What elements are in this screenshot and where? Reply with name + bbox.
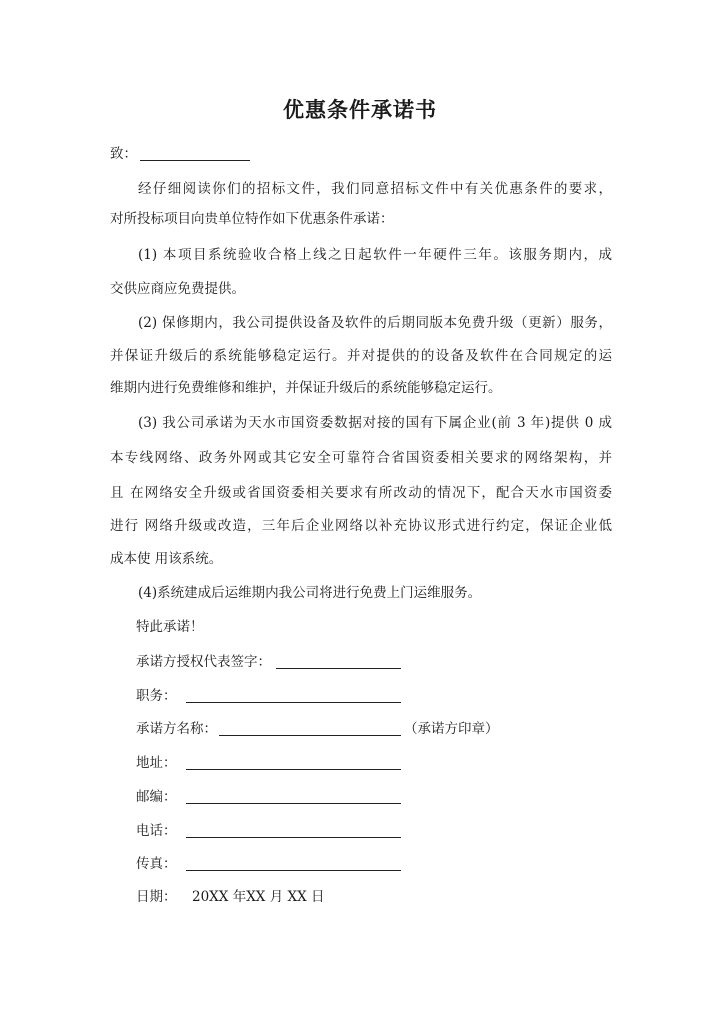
to-underline xyxy=(140,160,250,161)
seal-note: （承诺方印章） xyxy=(404,721,499,737)
page-title: 优惠条件承诺书 xyxy=(283,98,437,122)
item2-line-1: (2) 保修期内，我公司提供设备及软件的后期同版本免费升级（更新）服务， xyxy=(138,315,612,331)
date-label: 日期： xyxy=(136,889,177,905)
position-field xyxy=(186,702,401,703)
date-value: 20XX 年XX 月 XX 日 xyxy=(192,889,325,905)
phone-field xyxy=(186,837,401,838)
item1-line-1: (1) 本项目系统验收合格上线之日起软件一年硬件三年。该服务期内，成 xyxy=(138,247,612,263)
intro-line-1: 经仔细阅读你们的招标文件，我们同意招标文件中有关优惠条件的要求， xyxy=(138,181,612,197)
postcode-label: 邮编： xyxy=(136,789,177,805)
to-label: 致： xyxy=(110,146,137,162)
fax-field xyxy=(186,870,401,871)
item1-line-2: 交供应商应免费提供。 xyxy=(110,281,245,297)
fax-label: 传真： xyxy=(136,856,177,872)
item3-line-2: 本专线网络、政务外网或其它安全可靠符合省国资委相关要求的网络架构，并 xyxy=(110,450,612,466)
intro-line-2: 对所投标项目向贵单位特作如下优惠条件承诺： xyxy=(110,211,394,227)
item4-line: (4)系统建成后运维期内我公司将进行免费上门运维服务。 xyxy=(138,585,482,601)
item3-line-4: 进行 网络升级或改造，三年后企业网络以补充协议形式进行约定，保证企业低 xyxy=(110,518,612,534)
item3-line-1: (3) 我公司承诺为天水市国资委数据对接的国有下属企业(前 3 年)提供 0 成 xyxy=(138,415,612,431)
item3-line-5: 成本使 用该系统。 xyxy=(110,551,223,567)
company-name-label: 承诺方名称： xyxy=(136,721,217,737)
rep-signature-field xyxy=(276,668,401,669)
rep-signature-label: 承诺方授权代表签字： xyxy=(136,654,271,670)
address-label: 地址： xyxy=(136,755,177,771)
item2-line-2: 并保证升级后的系统能够稳定运行。并对提供的的设备及软件在合同规定的运 xyxy=(110,348,612,364)
item3-line-3: 且 在网络安全升级或省国资委相关要求有所改动的情况下，配合天水市国资委 xyxy=(110,485,612,501)
company-name-field xyxy=(219,735,401,736)
address-field xyxy=(186,769,401,770)
item2-line-3: 维期内进行免费维修和维护，并保证升级后的系统能够稳定运行。 xyxy=(110,380,502,396)
phone-label: 电话： xyxy=(136,823,177,839)
position-label: 职务： xyxy=(136,688,177,704)
postcode-field xyxy=(186,803,401,804)
closing-text: 特此承诺！ xyxy=(136,619,204,635)
